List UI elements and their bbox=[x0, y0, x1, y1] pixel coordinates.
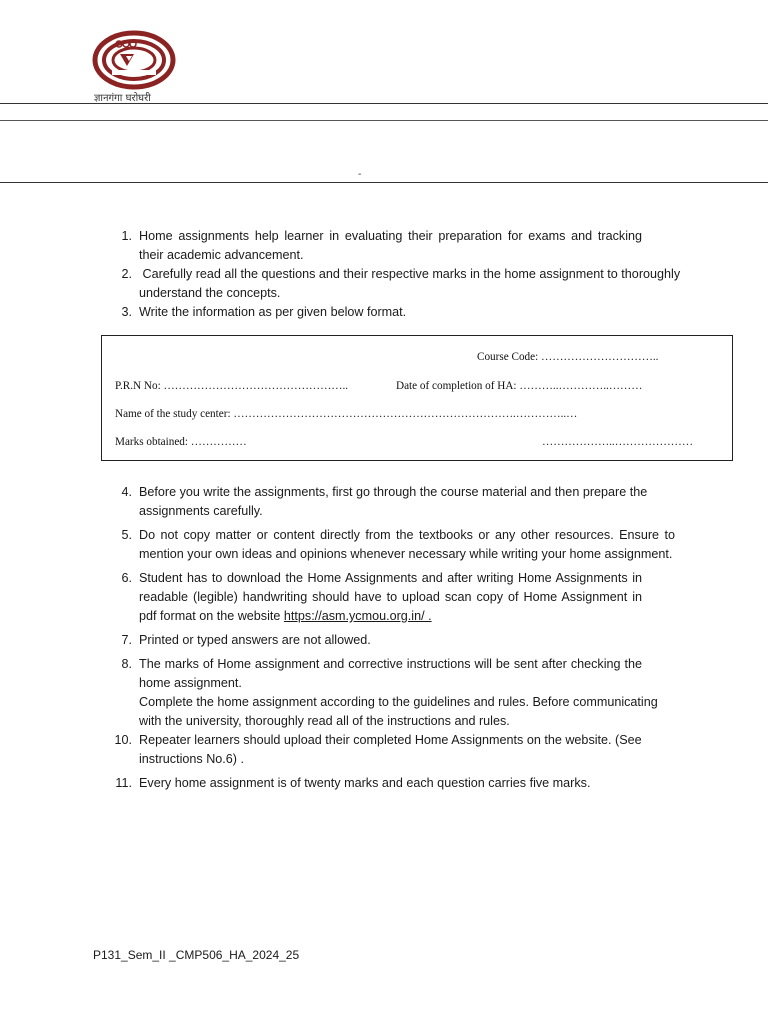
instruction-number: 2. bbox=[121, 267, 132, 281]
instruction-number: 4. bbox=[121, 485, 132, 499]
instructions-list-top bbox=[110, 227, 710, 322]
instructions-list-bottom bbox=[110, 483, 710, 798]
instruction-item bbox=[110, 731, 710, 769]
instruction-item bbox=[110, 774, 710, 793]
instruction-item bbox=[110, 265, 710, 303]
instruction-number: 5. bbox=[121, 528, 132, 542]
instruction-item bbox=[110, 631, 710, 650]
instruction-item bbox=[110, 526, 710, 564]
instruction-text: Write the information as per given below format. bbox=[139, 305, 407, 319]
instruction-number: 1. bbox=[121, 229, 132, 243]
header-rule-top bbox=[0, 103, 768, 104]
instruction-text bbox=[139, 569, 642, 626]
instruction-number: 11. bbox=[115, 776, 132, 790]
header-rule-bottom bbox=[0, 182, 768, 183]
date-completion-field: Date of completion of HA: ………..…………..……… bbox=[396, 380, 643, 392]
instruction-item bbox=[110, 655, 710, 731]
instruction-text: Repeater learners should upload their completed Home Assignments on the website. (See instructions No.6) . bbox=[139, 733, 642, 766]
instruction-number: 10. bbox=[114, 733, 132, 747]
instruction-text-part: Student has to download the Home Assignments and after writing Home Assignments in readable (legible) handwriting should have to upload scan copy of Home Assignment in pdf format on the website bbox=[139, 571, 642, 623]
instruction-number: 7. bbox=[121, 633, 132, 647]
instruction-number: 6. bbox=[121, 571, 132, 585]
course-code-field: Course Code: ………………………….. bbox=[477, 351, 659, 363]
prn-field: P.R.N No: ………………………………………….. bbox=[115, 380, 349, 392]
instruction-item bbox=[110, 483, 710, 521]
instruction-text: Printed or typed answers are not allowed. bbox=[139, 633, 371, 647]
instruction-text-extra: Complete the home assignment according to the guidelines and rules. Before communicating with the university, thoroughly read all of the instructions and rules. bbox=[139, 695, 658, 728]
instruction-text: Do not copy matter or content directly from the textbooks or any other resources. Ensure to mention your own ideas and opinions whenever necessary while writing your home assignment. bbox=[139, 528, 675, 561]
instruction-text: Carefully read all the questions and their respective marks in the home assignment to thoroughly understand the concepts. bbox=[139, 267, 684, 300]
instruction-text: The marks of Home assignment and corrective instructions will be sent after checking the home assignment. bbox=[139, 657, 642, 690]
study-center-field: Name of the study center: ………………………………………………………………….…………..… bbox=[115, 408, 578, 420]
document-code-footer: P131_Sem_II _CMP506_HA_2024_25 bbox=[93, 948, 300, 962]
signature-field: ………………..………………… bbox=[542, 436, 694, 448]
logo-caption: ज्ञानगंगा घरोघरी bbox=[94, 93, 151, 104]
instruction-item bbox=[110, 227, 710, 265]
instruction-item bbox=[110, 569, 710, 626]
marks-obtained-field: Marks obtained: …………… bbox=[115, 436, 247, 448]
instruction-number: 3. bbox=[121, 305, 132, 319]
header-rule-middle bbox=[0, 120, 768, 121]
header-dash-mark: - bbox=[358, 169, 362, 180]
instruction-item bbox=[110, 303, 710, 322]
instruction-number: 8. bbox=[121, 657, 132, 671]
university-emblem-icon bbox=[92, 30, 176, 92]
student-info-form bbox=[101, 335, 733, 461]
ycmou-website-link[interactable]: https://asm.ycmou.org.in/ . bbox=[283, 609, 432, 623]
instruction-text: Before you write the assignments, first go through the course material and then prepare the assignments carefully. bbox=[139, 485, 648, 518]
instruction-text: Every home assignment is of twenty marks and each question carries five marks. bbox=[139, 776, 591, 790]
instruction-text: Home assignments help learner in evaluating their preparation for exams and tracking their academic advancement. bbox=[139, 229, 642, 262]
